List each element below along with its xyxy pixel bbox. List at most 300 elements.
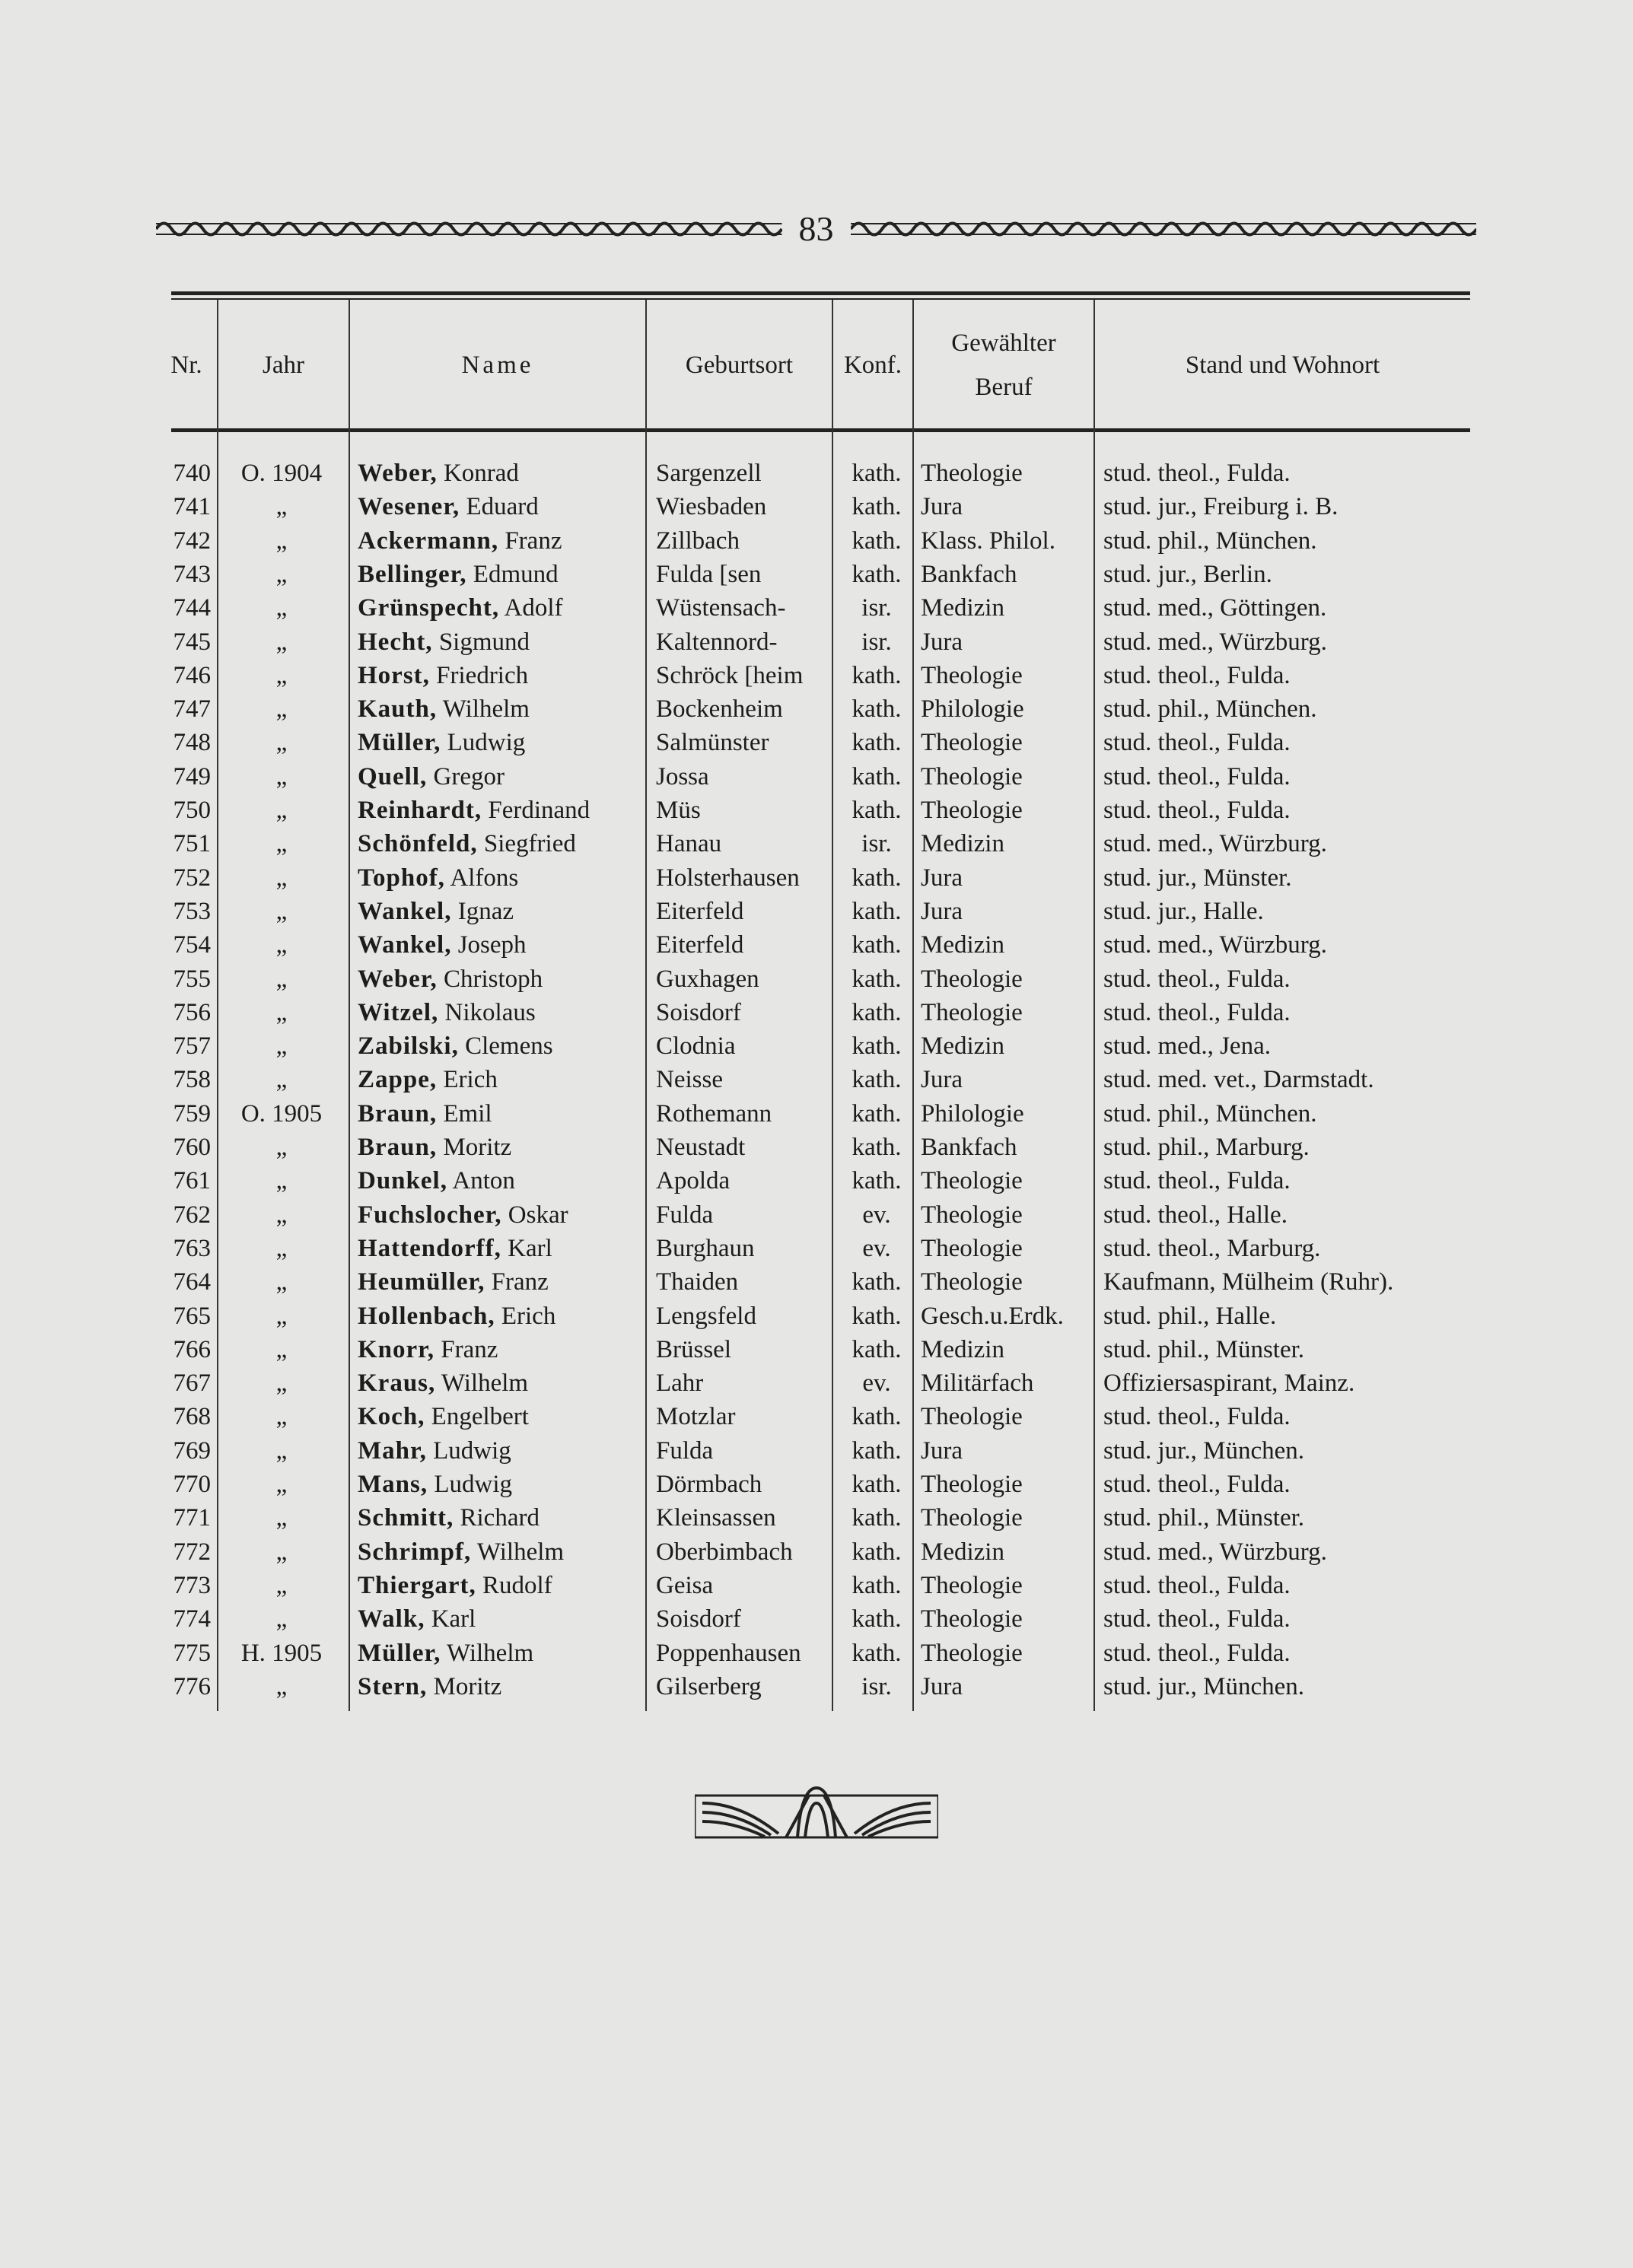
cell-surname: Koch, bbox=[358, 1403, 425, 1431]
cell-surname: Tophof, bbox=[358, 864, 445, 892]
cell-surname: Kauth, bbox=[358, 695, 438, 724]
cell-konf: kath. bbox=[852, 931, 902, 959]
cell-stand: stud. jur., München. bbox=[1103, 1436, 1304, 1465]
cell-name bbox=[358, 524, 562, 558]
cell-konf: kath. bbox=[852, 1066, 902, 1094]
cell-name bbox=[358, 962, 543, 996]
cell-geburtsort: Sargenzell bbox=[656, 460, 762, 487]
cell-konf: kath. bbox=[852, 526, 902, 555]
cell-jahr: „ bbox=[275, 1032, 288, 1061]
cell-geburtsort: Thaiden bbox=[656, 1268, 739, 1296]
cell-konf: kath. bbox=[852, 1302, 902, 1330]
cell-beruf: Philologie bbox=[921, 1099, 1024, 1128]
cell-surname: Stern, bbox=[358, 1672, 428, 1700]
cell-surname: Braun, bbox=[358, 1099, 438, 1128]
cell-nr: 759 bbox=[173, 1099, 211, 1128]
cell-nr: 756 bbox=[173, 998, 211, 1026]
cell-given-name: Konrad bbox=[443, 460, 519, 487]
cell-given-name: Siegfried bbox=[483, 830, 576, 858]
cell-name bbox=[358, 558, 559, 591]
cell-nr: 749 bbox=[173, 762, 211, 790]
cell-surname: Knorr, bbox=[358, 1335, 435, 1363]
cell-geburtsort: Kaltennord- bbox=[656, 628, 778, 656]
cell-nr: 776 bbox=[173, 1672, 211, 1700]
table-row bbox=[0, 1232, 1633, 1265]
cell-surname: Hollenbach, bbox=[358, 1302, 495, 1330]
cell-beruf: Theologie bbox=[921, 965, 1023, 993]
cell-geburtsort: Neustadt bbox=[656, 1134, 746, 1161]
cell-geburtsort: Eiterfeld bbox=[656, 931, 744, 959]
cell-nr: 758 bbox=[173, 1066, 211, 1094]
cell-konf: kath. bbox=[852, 1167, 902, 1195]
cell-jahr: „ bbox=[275, 628, 288, 656]
cell-name bbox=[358, 861, 518, 895]
cell-stand: stud. theol., Fulda. bbox=[1103, 1403, 1291, 1431]
cell-name bbox=[358, 1131, 511, 1164]
cell-jahr: „ bbox=[275, 998, 288, 1026]
cell-given-name: Karl bbox=[431, 1605, 476, 1633]
cell-name bbox=[358, 827, 576, 860]
cell-beruf: Theologie bbox=[921, 661, 1023, 689]
cell-stand: stud. theol., Fulda. bbox=[1103, 797, 1291, 824]
cell-name bbox=[358, 1602, 476, 1636]
cell-jahr: „ bbox=[275, 729, 288, 757]
tailpiece-ornament-visible-icon bbox=[695, 1773, 938, 1856]
cell-nr: 763 bbox=[173, 1234, 211, 1262]
cell-jahr: „ bbox=[275, 560, 288, 588]
cell-surname: Zappe, bbox=[358, 1066, 438, 1094]
cell-jahr: „ bbox=[275, 1571, 288, 1599]
cell-given-name: Sigmund bbox=[438, 628, 530, 656]
cell-geburtsort: Wiesbaden bbox=[656, 493, 767, 521]
cell-konf: isr. bbox=[861, 594, 892, 622]
cell-geburtsort: Rothemann bbox=[656, 1099, 772, 1128]
table-row bbox=[0, 659, 1633, 692]
table-row bbox=[0, 524, 1633, 558]
cell-stand: stud. phil., Marburg. bbox=[1103, 1134, 1310, 1161]
cell-stand: stud. jur., Berlin. bbox=[1103, 560, 1272, 588]
cell-stand: stud. med., Würzburg. bbox=[1103, 1538, 1327, 1566]
table-row bbox=[0, 490, 1633, 523]
cell-stand: stud. med., Würzburg. bbox=[1103, 628, 1327, 656]
cell-konf: kath. bbox=[852, 695, 902, 724]
cell-nr: 742 bbox=[173, 526, 211, 555]
cell-stand: stud. phil., München. bbox=[1103, 695, 1317, 724]
cell-name bbox=[358, 659, 528, 692]
cell-beruf: Klass. Philol. bbox=[921, 526, 1055, 555]
cell-given-name: Clemens bbox=[465, 1032, 553, 1061]
cell-stand: stud. phil., München. bbox=[1103, 1099, 1317, 1128]
cell-konf: kath. bbox=[852, 1099, 902, 1128]
cell-stand: stud. phil., Münster. bbox=[1103, 1504, 1305, 1532]
cell-beruf: Theologie bbox=[921, 1403, 1023, 1431]
cell-jahr: „ bbox=[275, 594, 288, 622]
cell-geburtsort: Müs bbox=[656, 797, 701, 824]
cell-stand: Offiziersaspirant, Mainz. bbox=[1103, 1369, 1355, 1398]
table-row bbox=[0, 1602, 1633, 1636]
cell-given-name: Adolf bbox=[504, 594, 563, 622]
table-row bbox=[0, 1434, 1633, 1468]
header-stand: Stand und Wohnort bbox=[1185, 351, 1380, 379]
cell-beruf: Medizin bbox=[921, 594, 1004, 622]
cell-jahr: „ bbox=[275, 695, 288, 724]
cell-given-name: Erich bbox=[501, 1302, 556, 1330]
cell-nr: 744 bbox=[173, 594, 211, 622]
cell-stand: stud. phil., München. bbox=[1103, 526, 1317, 555]
cell-surname: Wankel, bbox=[358, 897, 452, 925]
table-row bbox=[0, 1468, 1633, 1501]
table-row bbox=[0, 1265, 1633, 1299]
cell-geburtsort: Brüssel bbox=[656, 1335, 731, 1363]
cell-beruf: Jura bbox=[921, 864, 963, 892]
table-row bbox=[0, 1535, 1633, 1569]
cell-nr: 764 bbox=[173, 1268, 211, 1296]
cell-nr: 767 bbox=[173, 1369, 211, 1398]
cell-jahr: „ bbox=[275, 965, 288, 993]
cell-beruf: Jura bbox=[921, 493, 963, 521]
cell-nr: 740 bbox=[173, 460, 211, 487]
cell-konf: kath. bbox=[852, 1639, 902, 1667]
cell-konf: kath. bbox=[852, 797, 902, 824]
cell-konf: kath. bbox=[852, 1268, 902, 1296]
cell-jahr: „ bbox=[275, 1436, 288, 1465]
cell-surname: Mans, bbox=[358, 1471, 428, 1498]
cell-name bbox=[358, 1535, 564, 1569]
cell-surname: Müller, bbox=[358, 1639, 441, 1667]
cell-konf: kath. bbox=[852, 1504, 902, 1532]
wave-ornament-left-icon bbox=[156, 218, 782, 240]
header-jahr: Jahr bbox=[263, 351, 304, 379]
cell-nr: 765 bbox=[173, 1302, 211, 1330]
cell-stand: stud. theol., Fulda. bbox=[1103, 460, 1291, 487]
cell-jahr: „ bbox=[275, 864, 288, 892]
cell-geburtsort: Salmünster bbox=[656, 729, 769, 757]
cell-name bbox=[358, 1434, 511, 1468]
cell-surname: Heumüller, bbox=[358, 1268, 485, 1296]
cell-stand: stud. theol., Fulda. bbox=[1103, 762, 1291, 790]
cell-name bbox=[358, 794, 590, 827]
cell-beruf: Theologie bbox=[921, 1201, 1023, 1229]
cell-konf: kath. bbox=[852, 965, 902, 993]
table-row bbox=[0, 760, 1633, 794]
cell-nr: 747 bbox=[173, 695, 211, 724]
cell-nr: 768 bbox=[173, 1403, 211, 1431]
cell-beruf: Gesch.u.Erdk. bbox=[921, 1302, 1064, 1330]
cell-beruf: Jura bbox=[921, 1436, 963, 1465]
cell-jahr: „ bbox=[275, 1134, 288, 1161]
header-nr: Nr. bbox=[170, 351, 202, 379]
cell-beruf: Theologie bbox=[921, 762, 1023, 790]
cell-given-name: Anton bbox=[452, 1167, 515, 1195]
cell-geburtsort: Lengsfeld bbox=[656, 1302, 756, 1330]
cell-beruf: Medizin bbox=[921, 931, 1004, 959]
cell-jahr: „ bbox=[275, 1201, 288, 1229]
cell-given-name: Ferdinand bbox=[488, 797, 590, 824]
cell-beruf: Medizin bbox=[921, 1335, 1004, 1363]
cell-konf: ev. bbox=[862, 1369, 891, 1398]
cell-given-name: Franz bbox=[491, 1268, 549, 1296]
cell-nr: 771 bbox=[173, 1504, 211, 1532]
table-row bbox=[0, 625, 1633, 659]
cell-name bbox=[358, 1063, 498, 1096]
header-beruf: Gewählter Beruf bbox=[951, 329, 1056, 401]
table-row bbox=[0, 1333, 1633, 1366]
cell-geburtsort: Schröck [heim bbox=[656, 661, 804, 689]
cell-jahr: „ bbox=[275, 797, 288, 824]
cell-surname: Horst, bbox=[358, 661, 430, 689]
cell-surname: Ackermann, bbox=[358, 526, 499, 555]
cell-nr: 754 bbox=[173, 931, 211, 959]
cell-konf: kath. bbox=[852, 864, 902, 892]
cell-konf: isr. bbox=[861, 628, 892, 656]
cell-name bbox=[358, 760, 505, 794]
cell-name bbox=[358, 625, 530, 659]
cell-given-name: Oskar bbox=[508, 1201, 568, 1229]
cell-geburtsort: Kleinsassen bbox=[656, 1504, 776, 1532]
cell-given-name: Wilhelm bbox=[447, 1639, 534, 1667]
cell-nr: 755 bbox=[173, 965, 211, 993]
header-geburtsort: Geburtsort bbox=[685, 351, 794, 379]
cell-konf: kath. bbox=[852, 1403, 902, 1431]
cell-given-name: Ignaz bbox=[457, 897, 514, 925]
table-row bbox=[0, 1501, 1633, 1535]
cell-stand: stud. med., Würzburg. bbox=[1103, 931, 1327, 959]
cell-konf: kath. bbox=[852, 493, 902, 521]
cell-given-name: Edmund bbox=[473, 560, 559, 588]
cell-nr: 774 bbox=[173, 1605, 211, 1633]
cell-konf: kath. bbox=[852, 1134, 902, 1161]
cell-stand: stud. med., Würzburg. bbox=[1103, 830, 1327, 858]
cell-beruf: Theologie bbox=[921, 1605, 1023, 1633]
cell-geburtsort: Eiterfeld bbox=[656, 897, 744, 925]
cell-given-name: Ludwig bbox=[433, 1436, 511, 1465]
cell-surname: Schönfeld, bbox=[358, 830, 478, 858]
cell-beruf: Jura bbox=[921, 628, 963, 656]
cell-jahr: „ bbox=[275, 1672, 288, 1700]
table-row bbox=[0, 1164, 1633, 1198]
table-row bbox=[0, 1097, 1633, 1131]
cell-surname: Reinhardt, bbox=[358, 797, 482, 824]
cell-jahr: „ bbox=[275, 1167, 288, 1195]
cell-surname: Bellinger, bbox=[358, 560, 467, 588]
cell-nr: 772 bbox=[173, 1538, 211, 1566]
cell-name bbox=[358, 490, 539, 523]
cell-konf: kath. bbox=[852, 1032, 902, 1061]
cell-geburtsort: Apolda bbox=[656, 1167, 731, 1195]
cell-jahr: O. 1904 bbox=[240, 460, 323, 487]
cell-name bbox=[358, 1164, 515, 1198]
cell-nr: 743 bbox=[173, 560, 211, 588]
cell-geburtsort: Oberbimbach bbox=[656, 1538, 793, 1566]
cell-konf: kath. bbox=[852, 762, 902, 790]
cell-nr: 770 bbox=[173, 1471, 211, 1498]
cell-nr: 773 bbox=[173, 1571, 211, 1599]
cell-name bbox=[358, 1097, 492, 1131]
cell-beruf: Bankfach bbox=[921, 560, 1017, 588]
cell-konf: kath. bbox=[852, 460, 902, 487]
cell-name bbox=[358, 1501, 540, 1535]
cell-stand: stud. theol., Fulda. bbox=[1103, 1571, 1291, 1599]
cell-stand: stud. theol., Fulda. bbox=[1103, 1605, 1291, 1633]
wave-ornament-right-icon bbox=[851, 218, 1477, 240]
cell-beruf: Militärfach bbox=[921, 1369, 1034, 1398]
cell-given-name: Wilhelm bbox=[442, 695, 530, 724]
cell-given-name: Alfons bbox=[450, 864, 519, 892]
cell-jahr: H. 1905 bbox=[240, 1639, 323, 1667]
cell-beruf: Jura bbox=[921, 1672, 963, 1700]
cell-surname: Witzel, bbox=[358, 998, 439, 1026]
cell-beruf: Medizin bbox=[921, 830, 1004, 858]
cell-nr: 757 bbox=[173, 1032, 211, 1061]
cell-stand: stud. theol., Marburg. bbox=[1103, 1234, 1321, 1262]
cell-beruf: Theologie bbox=[921, 1504, 1023, 1532]
cell-name bbox=[358, 1400, 529, 1433]
cell-jahr: „ bbox=[275, 762, 288, 790]
cell-konf: isr. bbox=[861, 830, 892, 858]
cell-jahr: „ bbox=[275, 1471, 288, 1498]
cell-jahr: „ bbox=[275, 661, 288, 689]
cell-name bbox=[358, 1569, 552, 1602]
cell-stand: stud. theol., Fulda. bbox=[1103, 1639, 1291, 1667]
page-header bbox=[156, 205, 1476, 253]
cell-nr: 762 bbox=[173, 1201, 211, 1229]
cell-name bbox=[358, 1265, 549, 1299]
cell-jahr: „ bbox=[275, 1268, 288, 1296]
cell-name bbox=[358, 726, 525, 759]
table-row bbox=[0, 558, 1633, 591]
table-row bbox=[0, 1400, 1633, 1433]
table-top-rule bbox=[171, 291, 1470, 295]
cell-stand: stud. med., Jena. bbox=[1103, 1032, 1271, 1061]
cell-name bbox=[358, 456, 519, 490]
cell-geburtsort: Fulda bbox=[656, 1436, 714, 1465]
cell-beruf: Theologie bbox=[921, 998, 1023, 1026]
cell-nr: 766 bbox=[173, 1335, 211, 1363]
cell-given-name: Engelbert bbox=[431, 1403, 529, 1431]
cell-konf: isr. bbox=[861, 1672, 892, 1700]
cell-konf: kath. bbox=[852, 560, 902, 588]
cell-surname: Schmitt, bbox=[358, 1504, 454, 1532]
table-row bbox=[0, 1569, 1633, 1602]
cell-beruf: Theologie bbox=[921, 1471, 1023, 1498]
cell-konf: kath. bbox=[852, 661, 902, 689]
table-row bbox=[0, 1131, 1633, 1164]
cell-stand: stud. jur., München. bbox=[1103, 1672, 1304, 1700]
cell-geburtsort: Soisdorf bbox=[656, 998, 741, 1026]
cell-surname: Kraus, bbox=[358, 1369, 436, 1398]
cell-given-name: Joseph bbox=[457, 931, 527, 959]
cell-nr: 775 bbox=[173, 1639, 211, 1667]
cell-konf: kath. bbox=[852, 1335, 902, 1363]
cell-surname: Braun, bbox=[358, 1134, 438, 1161]
table-header-rule bbox=[171, 428, 1470, 432]
cell-given-name: Moritz bbox=[433, 1672, 502, 1700]
cell-stand: stud. theol., Fulda. bbox=[1103, 1471, 1291, 1498]
cell-surname: Zabilski, bbox=[358, 1032, 459, 1061]
cell-geburtsort: Neisse bbox=[656, 1066, 723, 1094]
cell-geburtsort: Bockenheim bbox=[656, 695, 783, 724]
cell-geburtsort: Zillbach bbox=[656, 526, 740, 555]
cell-jahr: „ bbox=[275, 1066, 288, 1094]
cell-konf: kath. bbox=[852, 1471, 902, 1498]
cell-stand: Kaufmann, Mülheim (Ruhr). bbox=[1103, 1268, 1394, 1296]
cell-stand: stud. theol., Fulda. bbox=[1103, 965, 1291, 993]
table-row bbox=[0, 1063, 1633, 1096]
cell-given-name: Erich bbox=[443, 1066, 498, 1094]
cell-given-name: Gregor bbox=[433, 762, 505, 790]
cell-name bbox=[358, 692, 530, 726]
cell-jahr: „ bbox=[275, 526, 288, 555]
cell-geburtsort: Lahr bbox=[656, 1369, 704, 1398]
cell-given-name: Richard bbox=[460, 1504, 540, 1532]
cell-stand: stud. jur., Halle. bbox=[1103, 897, 1264, 925]
cell-surname: Walk, bbox=[358, 1605, 425, 1633]
table-row bbox=[0, 996, 1633, 1029]
cell-konf: ev. bbox=[862, 1234, 891, 1262]
cell-name bbox=[358, 1637, 533, 1670]
cell-nr: 741 bbox=[173, 493, 211, 521]
cell-jahr: „ bbox=[275, 1302, 288, 1330]
cell-jahr: O. 1905 bbox=[240, 1099, 323, 1128]
header-name: Name bbox=[461, 351, 534, 379]
cell-stand: stud. theol., Fulda. bbox=[1103, 998, 1291, 1026]
table-row bbox=[0, 962, 1633, 996]
cell-geburtsort: Wüstensach- bbox=[656, 594, 786, 622]
cell-geburtsort: Guxhagen bbox=[656, 965, 759, 993]
header-konf: Konf. bbox=[843, 351, 902, 379]
cell-stand: stud. phil., Halle. bbox=[1103, 1302, 1277, 1330]
cell-surname: Grünspecht, bbox=[358, 594, 500, 622]
cell-nr: 753 bbox=[173, 897, 211, 925]
cell-given-name: Wilhelm bbox=[441, 1369, 529, 1398]
cell-nr: 750 bbox=[173, 797, 211, 824]
table-row bbox=[0, 861, 1633, 895]
cell-surname: Quell, bbox=[358, 762, 428, 790]
cell-konf: kath. bbox=[852, 1538, 902, 1566]
cell-given-name: Nikolaus bbox=[444, 998, 536, 1026]
cell-beruf: Theologie bbox=[921, 460, 1023, 487]
cell-nr: 751 bbox=[173, 830, 211, 858]
cell-beruf: Theologie bbox=[921, 797, 1023, 824]
cell-geburtsort: Poppenhausen bbox=[656, 1639, 801, 1667]
cell-konf: kath. bbox=[852, 1571, 902, 1599]
cell-given-name: Franz bbox=[441, 1335, 498, 1363]
cell-surname: Hecht, bbox=[358, 628, 433, 656]
cell-nr: 752 bbox=[173, 864, 211, 892]
cell-nr: 761 bbox=[173, 1167, 211, 1195]
cell-geburtsort: Burghaun bbox=[656, 1234, 755, 1262]
cell-nr: 746 bbox=[173, 661, 211, 689]
cell-geburtsort: Clodnia bbox=[656, 1032, 736, 1061]
cell-stand: stud. theol., Fulda. bbox=[1103, 661, 1291, 689]
cell-geburtsort: Dörmbach bbox=[656, 1471, 762, 1498]
cell-jahr: „ bbox=[275, 1538, 288, 1566]
cell-geburtsort: Gilserberg bbox=[656, 1672, 762, 1700]
table-row bbox=[0, 591, 1633, 625]
cell-name bbox=[358, 895, 514, 928]
cell-jahr: „ bbox=[275, 931, 288, 959]
cell-geburtsort: Fulda bbox=[656, 1201, 714, 1229]
cell-konf: kath. bbox=[852, 897, 902, 925]
cell-stand: stud. theol., Fulda. bbox=[1103, 1167, 1291, 1195]
cell-name bbox=[358, 1198, 568, 1232]
cell-konf: kath. bbox=[852, 729, 902, 757]
table-top-rule-thin bbox=[171, 298, 1470, 300]
cell-surname: Müller, bbox=[358, 729, 441, 757]
cell-name bbox=[358, 928, 527, 962]
cell-jahr: „ bbox=[275, 1369, 288, 1398]
cell-given-name: Ludwig bbox=[434, 1471, 513, 1498]
